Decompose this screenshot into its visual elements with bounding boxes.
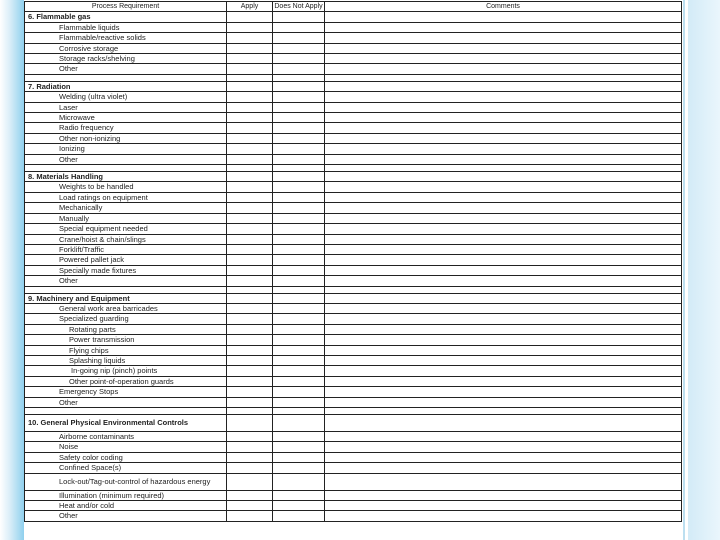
does-not-apply-cell[interactable] <box>273 463 325 473</box>
apply-cell[interactable] <box>227 224 273 234</box>
apply-cell[interactable] <box>227 172 273 182</box>
requirement-cell: Lock-out/Tag-out-control of hazardous energy <box>25 473 227 490</box>
requirement-cell: Noise <box>25 442 227 452</box>
apply-cell[interactable] <box>227 192 273 202</box>
comments-cell[interactable] <box>325 345 682 355</box>
apply-cell[interactable] <box>227 335 273 345</box>
apply-cell[interactable] <box>227 113 273 123</box>
does-not-apply-cell[interactable] <box>273 501 325 511</box>
apply-cell[interactable] <box>227 92 273 102</box>
apply-cell[interactable] <box>227 314 273 324</box>
process-requirements-table <box>24 1 682 522</box>
requirement-cell: Corrosive storage <box>25 43 227 53</box>
apply-cell[interactable] <box>227 144 273 154</box>
does-not-apply-cell[interactable] <box>273 64 325 74</box>
table-row <box>25 276 682 286</box>
requirement-cell: Other <box>25 276 227 286</box>
does-not-apply-cell[interactable] <box>273 276 325 286</box>
table-row <box>25 473 682 490</box>
does-not-apply-cell[interactable] <box>273 303 325 313</box>
comments-cell[interactable] <box>325 113 682 123</box>
does-not-apply-cell[interactable] <box>273 490 325 500</box>
header-process-requirement: Process Requirement <box>25 2 227 12</box>
does-not-apply-cell[interactable] <box>273 133 325 143</box>
requirement-cell: Other <box>25 64 227 74</box>
does-not-apply-cell[interactable] <box>273 473 325 490</box>
apply-cell[interactable] <box>227 102 273 112</box>
requirement-cell: Flying chips <box>25 345 227 355</box>
requirement-cell: Manually <box>25 213 227 223</box>
does-not-apply-cell[interactable] <box>273 314 325 324</box>
comments-cell[interactable] <box>325 355 682 365</box>
requirement-cell: Microwave <box>25 113 227 123</box>
apply-cell[interactable] <box>227 376 273 386</box>
requirement-cell: Specialized guarding <box>25 314 227 324</box>
table-row <box>25 397 682 407</box>
apply-cell[interactable] <box>227 415 273 432</box>
apply-cell[interactable] <box>227 442 273 452</box>
section-row <box>25 293 682 303</box>
apply-cell[interactable] <box>227 182 273 192</box>
table-row <box>25 452 682 462</box>
requirement-cell: Other <box>25 154 227 164</box>
apply-cell[interactable] <box>227 213 273 223</box>
comments-cell[interactable] <box>325 92 682 102</box>
requirement-cell: 7. Radiation <box>25 81 227 91</box>
table-row <box>25 442 682 452</box>
table-row <box>25 224 682 234</box>
table-row <box>25 234 682 244</box>
comments-cell[interactable] <box>325 22 682 32</box>
table-row <box>25 192 682 202</box>
requirement-cell: Other non-ionizing <box>25 133 227 143</box>
does-not-apply-cell[interactable] <box>273 74 325 81</box>
does-not-apply-cell[interactable] <box>273 324 325 334</box>
does-not-apply-cell[interactable] <box>273 154 325 164</box>
does-not-apply-cell[interactable] <box>273 345 325 355</box>
table-row <box>25 511 682 521</box>
table-header-row <box>25 2 682 12</box>
requirement-cell <box>25 74 227 81</box>
requirement-cell <box>25 286 227 293</box>
requirement-cell: Forklift/Traffic <box>25 244 227 254</box>
comments-cell[interactable] <box>325 102 682 112</box>
does-not-apply-cell[interactable] <box>273 387 325 397</box>
table-row <box>25 366 682 376</box>
does-not-apply-cell[interactable] <box>273 203 325 213</box>
requirement-cell: 10. General Physical Environmental Controls <box>25 415 227 432</box>
table-row <box>25 154 682 164</box>
comments-cell[interactable] <box>325 432 682 442</box>
apply-cell[interactable] <box>227 265 273 275</box>
does-not-apply-cell[interactable] <box>273 213 325 223</box>
spacer-row <box>25 74 682 81</box>
comments-cell[interactable] <box>325 376 682 386</box>
comments-cell[interactable] <box>325 293 682 303</box>
requirement-cell: Weights to be handled <box>25 182 227 192</box>
does-not-apply-cell[interactable] <box>273 92 325 102</box>
requirement-cell: Flammable/reactive solids <box>25 33 227 43</box>
table-row <box>25 355 682 365</box>
header-apply: Apply <box>227 2 273 12</box>
slide-left-decoration <box>0 0 24 540</box>
comments-cell[interactable] <box>325 387 682 397</box>
requirement-cell <box>25 408 227 415</box>
requirement-cell: Special equipment needed <box>25 224 227 234</box>
apply-cell[interactable] <box>227 490 273 500</box>
requirement-cell: Powered pallet jack <box>25 255 227 265</box>
requirement-cell: Flammable liquids <box>25 22 227 32</box>
apply-cell[interactable] <box>227 255 273 265</box>
table-row <box>25 490 682 500</box>
apply-cell[interactable] <box>227 33 273 43</box>
table-row <box>25 43 682 53</box>
comments-cell[interactable] <box>325 43 682 53</box>
table-row <box>25 265 682 275</box>
apply-cell[interactable] <box>227 64 273 74</box>
table-row <box>25 376 682 386</box>
does-not-apply-cell[interactable] <box>273 408 325 415</box>
comments-cell[interactable] <box>325 203 682 213</box>
comments-cell[interactable] <box>325 303 682 313</box>
apply-cell[interactable] <box>227 345 273 355</box>
does-not-apply-cell[interactable] <box>273 54 325 64</box>
apply-cell[interactable] <box>227 43 273 53</box>
comments-cell[interactable] <box>325 452 682 462</box>
apply-cell[interactable] <box>227 473 273 490</box>
does-not-apply-cell[interactable] <box>273 244 325 254</box>
does-not-apply-cell[interactable] <box>273 286 325 293</box>
apply-cell[interactable] <box>227 244 273 254</box>
table-row <box>25 213 682 223</box>
requirement-cell: Crane/hoist & chain/slings <box>25 234 227 244</box>
requirement-cell: General work area barricades <box>25 303 227 313</box>
comments-cell[interactable] <box>325 74 682 81</box>
apply-cell[interactable] <box>227 276 273 286</box>
requirement-cell <box>25 165 227 172</box>
comments-cell[interactable] <box>325 234 682 244</box>
apply-cell[interactable] <box>227 81 273 91</box>
comments-cell[interactable] <box>325 511 682 521</box>
apply-cell[interactable] <box>227 293 273 303</box>
comments-cell[interactable] <box>325 192 682 202</box>
section-row <box>25 12 682 22</box>
requirement-cell: Heat and/or cold <box>25 501 227 511</box>
table-body <box>25 12 682 521</box>
comments-cell[interactable] <box>325 286 682 293</box>
apply-cell[interactable] <box>227 366 273 376</box>
table-row <box>25 387 682 397</box>
does-not-apply-cell[interactable] <box>273 192 325 202</box>
comments-cell[interactable] <box>325 265 682 275</box>
comments-cell[interactable] <box>325 133 682 143</box>
apply-cell[interactable] <box>227 324 273 334</box>
requirement-cell: Confined Space(s) <box>25 463 227 473</box>
comments-cell[interactable] <box>325 144 682 154</box>
requirement-cell: 9. Machinery and Equipment <box>25 293 227 303</box>
table-row <box>25 203 682 213</box>
requirement-cell: Load ratings on equipment <box>25 192 227 202</box>
does-not-apply-cell[interactable] <box>273 165 325 172</box>
comments-cell[interactable] <box>325 490 682 500</box>
does-not-apply-cell[interactable] <box>273 102 325 112</box>
does-not-apply-cell[interactable] <box>273 123 325 133</box>
does-not-apply-cell[interactable] <box>273 224 325 234</box>
comments-cell[interactable] <box>325 397 682 407</box>
section-row <box>25 172 682 182</box>
does-not-apply-cell[interactable] <box>273 22 325 32</box>
does-not-apply-cell[interactable] <box>273 255 325 265</box>
apply-cell[interactable] <box>227 154 273 164</box>
comments-cell[interactable] <box>325 213 682 223</box>
table-row <box>25 314 682 324</box>
requirement-cell: Storage racks/shelving <box>25 54 227 64</box>
comments-cell[interactable] <box>325 415 682 432</box>
comments-cell[interactable] <box>325 408 682 415</box>
apply-cell[interactable] <box>227 234 273 244</box>
does-not-apply-cell[interactable] <box>273 376 325 386</box>
comments-cell[interactable] <box>325 463 682 473</box>
requirement-cell: Illumination (minimum required) <box>25 490 227 500</box>
requirement-cell: Splashing liquids <box>25 355 227 365</box>
does-not-apply-cell[interactable] <box>273 366 325 376</box>
comments-cell[interactable] <box>325 324 682 334</box>
requirement-cell: Rotating parts <box>25 324 227 334</box>
does-not-apply-cell[interactable] <box>273 144 325 154</box>
apply-cell[interactable] <box>227 432 273 442</box>
table-row <box>25 113 682 123</box>
comments-cell[interactable] <box>325 123 682 133</box>
requirement-cell: 6. Flammable gas <box>25 12 227 22</box>
comments-cell[interactable] <box>325 244 682 254</box>
comments-cell[interactable] <box>325 276 682 286</box>
does-not-apply-cell[interactable] <box>273 335 325 345</box>
comments-cell[interactable] <box>325 172 682 182</box>
table-row <box>25 335 682 345</box>
does-not-apply-cell[interactable] <box>273 432 325 442</box>
table-row <box>25 64 682 74</box>
spacer-row <box>25 165 682 172</box>
slide-right-decoration <box>683 0 720 540</box>
table-row <box>25 501 682 511</box>
apply-cell[interactable] <box>227 54 273 64</box>
apply-cell[interactable] <box>227 452 273 462</box>
does-not-apply-cell[interactable] <box>273 415 325 432</box>
comments-cell[interactable] <box>325 366 682 376</box>
apply-cell[interactable] <box>227 463 273 473</box>
table-row <box>25 133 682 143</box>
section-row <box>25 81 682 91</box>
table-row <box>25 463 682 473</box>
checklist-sheet <box>24 0 682 540</box>
requirement-cell: Radio frequency <box>25 123 227 133</box>
apply-cell[interactable] <box>227 74 273 81</box>
comments-cell[interactable] <box>325 64 682 74</box>
table-row <box>25 92 682 102</box>
does-not-apply-cell[interactable] <box>273 33 325 43</box>
table-row <box>25 33 682 43</box>
table-row <box>25 182 682 192</box>
does-not-apply-cell[interactable] <box>273 293 325 303</box>
does-not-apply-cell[interactable] <box>273 113 325 123</box>
apply-cell[interactable] <box>227 408 273 415</box>
table-row <box>25 303 682 313</box>
requirement-cell: Other <box>25 397 227 407</box>
header-comments: Comments <box>325 2 682 12</box>
does-not-apply-cell[interactable] <box>273 12 325 22</box>
comments-cell[interactable] <box>325 54 682 64</box>
does-not-apply-cell[interactable] <box>273 397 325 407</box>
requirement-cell: Laser <box>25 102 227 112</box>
requirement-cell: Emergency Stops <box>25 387 227 397</box>
requirement-cell: Power transmission <box>25 335 227 345</box>
apply-cell[interactable] <box>227 397 273 407</box>
apply-cell[interactable] <box>227 165 273 172</box>
spacer-row <box>25 286 682 293</box>
requirement-cell: Welding (ultra violet) <box>25 92 227 102</box>
comments-cell[interactable] <box>325 81 682 91</box>
does-not-apply-cell[interactable] <box>273 355 325 365</box>
does-not-apply-cell[interactable] <box>273 43 325 53</box>
requirement-cell: Other <box>25 511 227 521</box>
comments-cell[interactable] <box>325 33 682 43</box>
requirement-cell: Airborne contaminants <box>25 432 227 442</box>
requirement-cell: Safety color coding <box>25 452 227 462</box>
apply-cell[interactable] <box>227 303 273 313</box>
requirement-cell: Ionizing <box>25 144 227 154</box>
table-row <box>25 123 682 133</box>
does-not-apply-cell[interactable] <box>273 265 325 275</box>
does-not-apply-cell[interactable] <box>273 182 325 192</box>
spacer-row <box>25 408 682 415</box>
does-not-apply-cell[interactable] <box>273 442 325 452</box>
apply-cell[interactable] <box>227 501 273 511</box>
does-not-apply-cell[interactable] <box>273 234 325 244</box>
table-row <box>25 345 682 355</box>
requirement-cell: 8. Materials Handling <box>25 172 227 182</box>
comments-cell[interactable] <box>325 12 682 22</box>
requirement-cell: In-going nip (pinch) points <box>25 366 227 376</box>
table-row <box>25 144 682 154</box>
does-not-apply-cell[interactable] <box>273 511 325 521</box>
table-row <box>25 244 682 254</box>
comments-cell[interactable] <box>325 165 682 172</box>
table-row <box>25 255 682 265</box>
table-row <box>25 54 682 64</box>
comments-cell[interactable] <box>325 473 682 490</box>
apply-cell[interactable] <box>227 12 273 22</box>
apply-cell[interactable] <box>227 511 273 521</box>
apply-cell[interactable] <box>227 387 273 397</box>
comments-cell[interactable] <box>325 335 682 345</box>
requirement-cell: Other point-of-operation guards <box>25 376 227 386</box>
comments-cell[interactable] <box>325 501 682 511</box>
does-not-apply-cell[interactable] <box>273 172 325 182</box>
does-not-apply-cell[interactable] <box>273 81 325 91</box>
apply-cell[interactable] <box>227 355 273 365</box>
apply-cell[interactable] <box>227 133 273 143</box>
comments-cell[interactable] <box>325 442 682 452</box>
apply-cell[interactable] <box>227 286 273 293</box>
table-row <box>25 22 682 32</box>
requirement-cell: Specially made fixtures <box>25 265 227 275</box>
comments-cell[interactable] <box>325 314 682 324</box>
table-row <box>25 102 682 112</box>
table-row <box>25 432 682 442</box>
table-row <box>25 324 682 334</box>
apply-cell[interactable] <box>227 22 273 32</box>
comments-cell[interactable] <box>325 224 682 234</box>
comments-cell[interactable] <box>325 154 682 164</box>
does-not-apply-cell[interactable] <box>273 452 325 462</box>
comments-cell[interactable] <box>325 255 682 265</box>
header-does-not-apply: Does Not Apply <box>273 2 325 12</box>
comments-cell[interactable] <box>325 182 682 192</box>
requirement-cell: Mechanically <box>25 203 227 213</box>
section-row <box>25 415 682 432</box>
apply-cell[interactable] <box>227 203 273 213</box>
apply-cell[interactable] <box>227 123 273 133</box>
